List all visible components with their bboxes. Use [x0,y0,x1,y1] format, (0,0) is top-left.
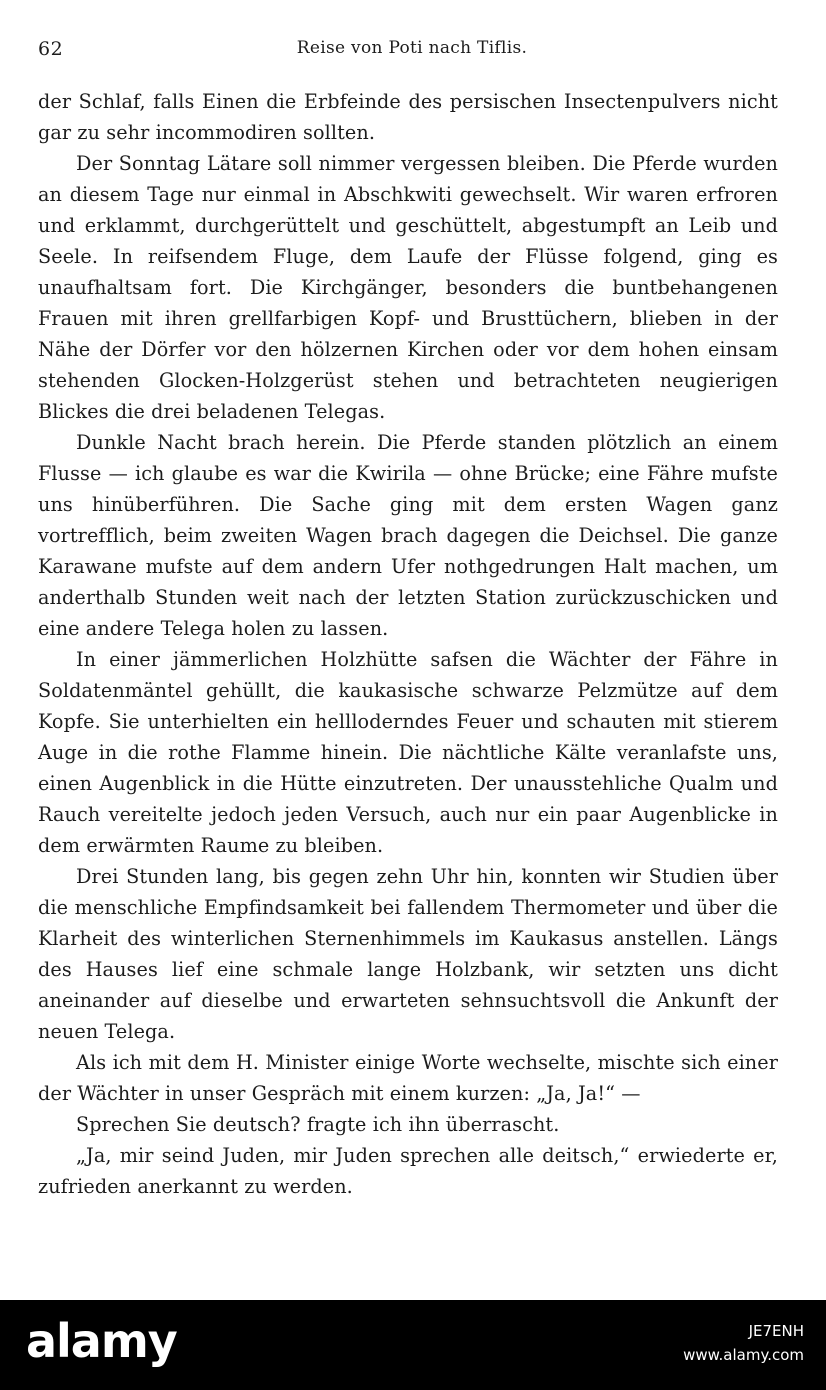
paragraph: Der Sonntag Lätare soll nimmer vergessen bleiben. Die Pferde wurden an diesem Tage nur einmal in Abschkwiti gewechselt. Wir waren erfroren und erklammt, durchgerüttelt und geschüttelt, abgestumpft an Leib und Seele. In reifsendem Fluge, dem Laufe der Flüsse folgend, ging es unaufhaltsam fort. Die Kirchgänger, besonders die buntbehangenen Frauen mit ihren grellfarbigen Kopf- und Brusttüchern, blieben in der Nähe der Dörfer vor den hölzernen Kirchen oder vor dem hohen einsam stehenden Glocken-Holzgerüst stehen und betrachteten neugierigen Blickes die drei beladenen Telegas. [38,152,778,423]
page-header [38,38,786,66]
image-id: JE7ENH [748,1322,804,1340]
paragraph: Drei Stunden lang, bis gegen zehn Uhr hin, konnten wir Studien über die menschliche Empfindsamkeit bei fallendem Thermometer und über die Klarheit des winterlichen Sternenhimmels im Kaukasus anstellen. Längs des Hauses lief eine schmale lange Holzbank, wir setzten uns dicht aneinander auf dieselbe und erwarteten sehnsuchtsvoll die Ankunft der neuen Telega. [38,865,778,1043]
watermark-footer [0,1300,826,1390]
body-text [38,86,778,1202]
running-title: Reise von Poti nach Tiflis. [296,38,528,58]
footer-url: www.alamy.com [683,1346,804,1364]
paragraph: Dunkle Nacht brach herein. Die Pferde standen plötzlich an einem Flusse — ich glaube es war die Kwirila — ohne Brücke; eine Fähre mufste uns hinüberführen. Die Sache ging mit dem ersten Wagen ganz vortrefflich, beim zweiten Wagen brach dagegen die Deichsel. Die ganze Karawane mufste auf dem andern Ufer nothgedrungen Halt machen, um anderthalb Stunden weit nach der letzten Station zurückzuschicken und eine andere Telega holen zu lassen. [38,431,778,640]
page-number: 62 [38,38,64,60]
paragraph: Als ich mit dem H. Minister einige Worte wechselte, mischte sich einer der Wächter in unser Gespräch mit einem kurzen: „Ja, Ja!“ — [38,1051,778,1105]
paragraph-continuation: der Schlaf, falls Einen die Erbfeinde des persischen Insectenpulvers nicht gar zu sehr incommodiren sollten. [38,90,778,144]
paragraph: In einer jämmerlichen Holzhütte safsen die Wächter der Fähre in Soldatenmäntel gehüllt, die kaukasische schwarze Pelzmütze auf dem Kopfe. Sie unterhielten ein hellloderndes Feuer und schauten mit stierem Auge in die rothe Flamme hinein. Die nächtliche Kälte veranlafste uns, einen Augenblick in die Hütte einzutreten. Der unausstehliche Qualm und Rauch vereitelte jedoch jeden Versuch, auch nur ein paar Augenblicke in dem erwärmten Raume zu bleiben. [38,648,778,857]
alamy-logo: alamy [26,1314,177,1368]
paragraph: „Ja, mir seind Juden, mir Juden sprechen alle deitsch,“ erwiederte er, zufrieden anerkannt zu werden. [38,1144,778,1198]
paragraph: Sprechen Sie deutsch? fragte ich ihn überrascht. [76,1113,560,1136]
